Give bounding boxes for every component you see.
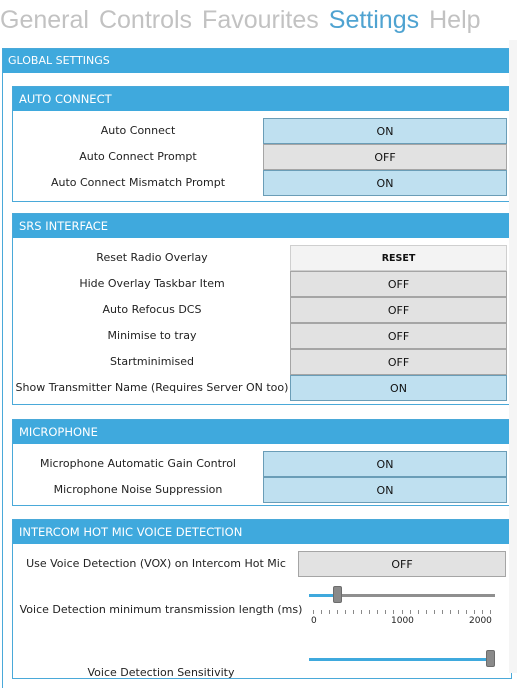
show-transmitter-label: Show Transmitter Name (Requires Server ON too) — [15, 381, 289, 394]
mic-agc-row — [13, 451, 513, 477]
auto-connect-prompt-toggle[interactable]: OFF — [263, 144, 507, 170]
start-minimised-row — [13, 349, 513, 375]
auto-connect-prompt-label: Auto Connect Prompt — [79, 150, 197, 163]
tab-controls[interactable]: Controls — [98, 6, 193, 34]
slider-tick — [361, 610, 362, 614]
slider-tick — [410, 610, 411, 614]
intercom-vox-header: INTERCOM HOT MIC VOICE DETECTION — [13, 520, 511, 544]
slider-tick — [450, 610, 451, 614]
tab-favourites[interactable]: Favourites — [202, 6, 319, 34]
slider-tick — [482, 610, 483, 614]
slider-tick — [458, 610, 459, 614]
slider-tick — [474, 610, 475, 614]
microphone-section — [12, 419, 512, 506]
hide-taskbar-toggle[interactable]: OFF — [290, 271, 507, 297]
tick-label-0: 0 — [311, 616, 317, 626]
vox-label: Use Voice Detection (VOX) on Intercom Hot Mic — [26, 557, 286, 570]
auto-connect-toggle[interactable]: ON — [263, 118, 507, 144]
mic-agc-toggle[interactable]: ON — [263, 451, 507, 477]
slider-tick — [313, 610, 314, 614]
min-length-thumb[interactable] — [333, 586, 342, 603]
microphone-header: MICROPHONE — [13, 420, 511, 444]
auto-connect-header: AUTO CONNECT — [13, 87, 511, 111]
mic-noise-label: Microphone Noise Suppression — [53, 483, 223, 496]
show-transmitter-toggle[interactable]: ON — [290, 375, 507, 401]
sensitivity-label: Voice Detection Sensitivity — [87, 666, 235, 679]
mic-agc-label: Microphone Automatic Gain Control — [40, 457, 236, 470]
slider-tick — [442, 610, 443, 614]
slider-tick — [377, 610, 378, 614]
mic-noise-toggle[interactable]: ON — [263, 477, 507, 503]
auto-connect-mismatch-label: Auto Connect Mismatch Prompt — [50, 176, 226, 189]
auto-connect-label: Auto Connect — [100, 124, 176, 137]
auto-connect-mismatch-row — [13, 170, 513, 196]
hide-taskbar-row — [13, 271, 513, 297]
srs-interface-header: SRS INTERFACE — [13, 214, 511, 238]
slider-tick — [393, 610, 394, 614]
slider-tick — [490, 610, 491, 614]
vox-row — [13, 551, 513, 577]
sensitivity-thumb[interactable] — [486, 650, 495, 667]
main-tab-bar — [0, 0, 517, 40]
auto-connect-mismatch-toggle[interactable]: ON — [263, 170, 507, 196]
auto-refocus-toggle[interactable]: OFF — [290, 297, 507, 323]
tick-label-1000: 1000 — [391, 616, 414, 626]
slider-tick — [353, 610, 354, 614]
slider-tick — [369, 610, 370, 614]
sensitivity-slider[interactable] — [309, 650, 495, 670]
hide-taskbar-label: Hide Overlay Taskbar Item — [79, 277, 225, 290]
srs-interface-section — [12, 213, 512, 405]
slider-tick — [345, 610, 346, 614]
min-length-slider[interactable] — [309, 586, 495, 606]
slider-tick — [385, 610, 386, 614]
slider-tick — [418, 610, 419, 614]
auto-connect-row — [13, 118, 513, 144]
slider-tick — [426, 610, 427, 614]
intercom-vox-section — [12, 519, 512, 679]
global-settings-header: GLOBAL SETTINGS — [3, 49, 517, 73]
auto-connect-section — [12, 86, 512, 202]
reset-overlay-button[interactable]: RESET — [290, 245, 507, 271]
tab-help[interactable]: Help — [429, 6, 481, 34]
slider-tick — [337, 610, 338, 614]
show-transmitter-row — [13, 375, 513, 401]
slider-tick — [329, 610, 330, 614]
min-length-label: Voice Detection minimum transmission length (ms) — [19, 603, 303, 616]
mic-noise-row — [13, 477, 513, 503]
vox-toggle[interactable]: OFF — [298, 551, 506, 577]
slider-tick — [434, 610, 435, 614]
slider-tick — [402, 610, 403, 614]
slider-tick — [321, 610, 322, 614]
auto-connect-prompt-row — [13, 144, 513, 170]
auto-refocus-label: Auto Refocus DCS — [102, 303, 202, 316]
scrollbar[interactable] — [509, 40, 517, 673]
auto-refocus-row — [13, 297, 513, 323]
minimise-tray-toggle[interactable]: OFF — [290, 323, 507, 349]
minimise-tray-label: Minimise to tray — [107, 329, 197, 342]
reset-overlay-row — [13, 245, 513, 271]
slider-tick — [466, 610, 467, 614]
tick-label-2000: 2000 — [469, 616, 492, 626]
start-minimised-toggle[interactable]: OFF — [290, 349, 507, 375]
sensitivity-fill — [309, 658, 490, 661]
tab-general[interactable]: General — [0, 6, 89, 34]
minimise-tray-row — [13, 323, 513, 349]
reset-overlay-label: Reset Radio Overlay — [96, 251, 208, 264]
tab-settings[interactable]: Settings — [328, 6, 420, 34]
start-minimised-label: Startminimised — [110, 355, 194, 368]
